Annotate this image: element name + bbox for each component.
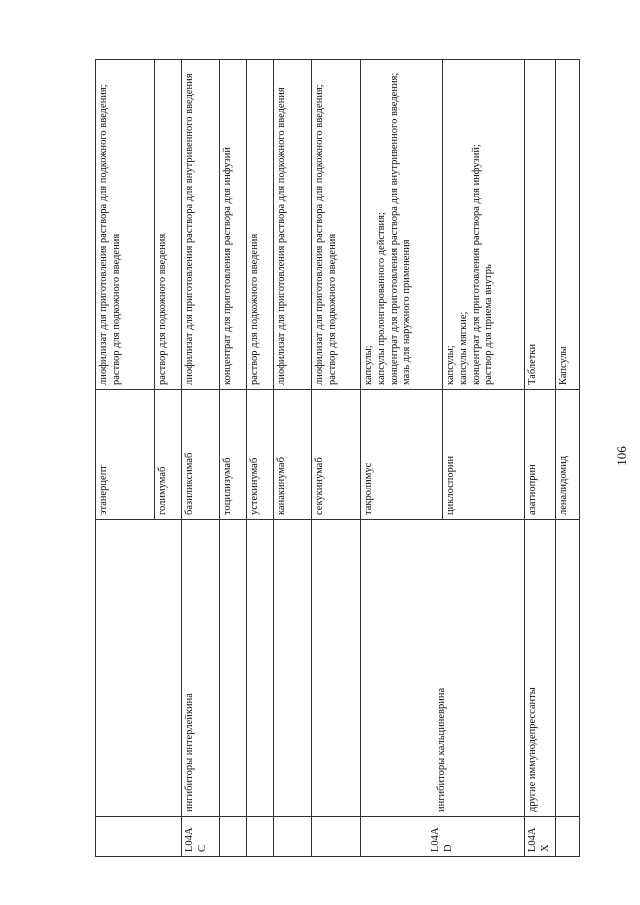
dosage-form: концентрат для приготовления раствора для инфузий [222, 147, 233, 385]
dosage-form: раствор для подкожного введения [326, 233, 338, 385]
dosage-form: капсулы; [445, 345, 456, 385]
dosage-forms-cell [96, 60, 155, 390]
table-row [312, 60, 361, 857]
table-row [555, 60, 579, 857]
drug-table [95, 59, 580, 857]
dosage-form: Таблетки [527, 343, 538, 385]
drug-name-cell: секукинумаб [312, 390, 361, 520]
atc-code-cell [247, 817, 274, 857]
dosage-form: концентрат для приготовления раствора для внутривенного введения; [388, 72, 400, 385]
dosage-form: раствор для подкожного введения [110, 233, 122, 385]
dosage-form: лиофилизат для приготовления раствора для подкожного введения; [98, 84, 109, 385]
atc-code-cell: L04AD [361, 817, 525, 857]
group-cell: другие иммунодепрессанты [525, 520, 556, 817]
dosage-forms-cell [247, 60, 274, 390]
dosage-forms-cell [361, 60, 443, 390]
dosage-form: капсулы мягкие; [457, 311, 469, 385]
drug-name-cell: канакинумаб [274, 390, 312, 520]
dosage-form: концентрат для приготовления раствора для инфузий; [470, 144, 482, 385]
group-cell [247, 520, 274, 817]
drug-name-cell: такролимус [361, 390, 443, 520]
drug-name-cell: голимумаб [155, 390, 182, 520]
dosage-form: раствор для приема внутрь [483, 264, 495, 385]
group-cell [220, 520, 247, 817]
group-cell: ингибиторы кальциневрина [361, 520, 525, 817]
dosage-form: капсулы; [363, 345, 374, 385]
group-cell [274, 520, 312, 817]
dosage-forms-cell [525, 60, 556, 390]
drug-name-cell: этанерцепт [96, 390, 155, 520]
group-cell: ингибиторы интерлейкина [182, 520, 220, 817]
table-row [182, 60, 220, 857]
dosage-forms-cell [220, 60, 247, 390]
dosage-form: лиофилизат для приготовления раствора для внутривенного введения [184, 73, 195, 385]
dosage-form: капсулы пролонгированного действия; [375, 212, 387, 385]
atc-code-cell [220, 817, 247, 857]
dosage-forms-cell [312, 60, 361, 390]
dosage-form: лиофилизат для приготовления раствора для подкожного введения; [314, 84, 325, 385]
drug-name-cell: базиликсимаб [182, 390, 220, 520]
dosage-form: Капсулы [557, 346, 569, 385]
group-cell [312, 520, 361, 817]
rotated-page-content [95, 60, 587, 857]
atc-code-cell: L04AC [182, 817, 220, 857]
group-cell [96, 520, 182, 817]
dosage-forms-cell [555, 60, 579, 390]
table-row [274, 60, 312, 857]
atc-code-cell [555, 817, 579, 857]
table-row [96, 60, 155, 857]
dosage-forms-cell [182, 60, 220, 390]
table-row [247, 60, 274, 857]
dosage-form: раствор для подкожного введения [249, 233, 260, 385]
dosage-form: мазь для наружного применения [401, 239, 413, 385]
dosage-form: лиофилизат для приготовления раствора для подкожного введения [276, 87, 287, 385]
group-cell [555, 520, 579, 817]
dosage-form: раствор для подкожного введения [157, 233, 168, 385]
table-row [220, 60, 247, 857]
drug-name-cell: циклоспорин [443, 390, 525, 520]
dosage-forms-cell [155, 60, 182, 390]
table-row [525, 60, 556, 857]
drug-name-cell: тоцилизумаб [220, 390, 247, 520]
atc-code-cell [312, 817, 361, 857]
atc-code-cell: L04AX [525, 817, 556, 857]
dosage-forms-cell [274, 60, 312, 390]
dosage-forms-cell [443, 60, 525, 390]
drug-name-cell: устекинумаб [247, 390, 274, 520]
atc-code-cell [274, 817, 312, 857]
page-number: 106 [614, 446, 629, 466]
table-row [361, 60, 443, 857]
drug-name-cell: азатиоприн [525, 390, 556, 520]
atc-code-cell [96, 817, 182, 857]
drug-name-cell: леналидомид [555, 390, 579, 520]
